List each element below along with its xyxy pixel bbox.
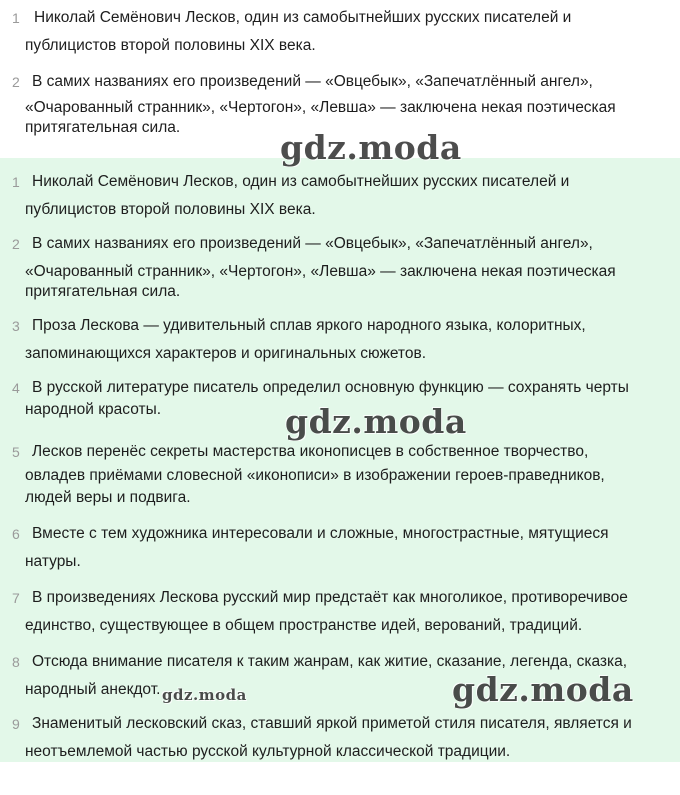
paragraph-line: Лесков перенёс секреты мастерства иконописцев в собственное творчество, (32, 443, 589, 460)
paragraph-line: Николай Семёнович Лесков, один из самобытнейших русских писателей и (32, 173, 570, 190)
watermark-logo: gdz.moda (162, 686, 247, 704)
paragraph-line: неотъемлемой частью русской культурной классической традиции. (25, 743, 511, 760)
paragraph-line: запоминающихся характеров и оригинальных сюжетов. (25, 345, 427, 362)
paragraph-line: «Очарованный странник», «Чертогон», «Левша» — заключена некая поэтическая (25, 99, 616, 116)
paragraph-line: Знаменитый лесковский сказ, ставший яркой приметой стиля писателя, является и (32, 715, 632, 732)
paragraph-line: В самих названиях его произведений — «Овцебык», «Запечатлённый ангел», (32, 73, 593, 90)
paragraph-line: людей веры и подвига. (25, 489, 191, 506)
paragraph-line: публицистов второй половины XIX века. (25, 201, 316, 218)
paragraph-line: «Очарованный странник», «Чертогон», «Левша» — заключена некая поэтическая (25, 263, 616, 280)
paragraph-line: народный анекдот. (25, 681, 161, 698)
watermark-logo: gdz.moda (285, 402, 467, 441)
paragraph-line: В самих названиях его произведений — «Овцебык», «Запечатлённый ангел», (32, 235, 593, 252)
paragraph-line: натуры. (25, 553, 81, 570)
paragraph-number: 1 (12, 10, 20, 26)
paragraph-line: В произведениях Лескова русский мир предстаёт как многоликое, противоречивое (32, 589, 628, 606)
paragraph-line: притягательная сила. (25, 283, 181, 300)
paragraph-number: 7 (12, 590, 20, 606)
watermark-logo: gdz.moda (280, 128, 462, 167)
paragraph-line: народной красоты. (25, 401, 162, 418)
paragraph-number: 4 (12, 380, 20, 396)
paragraph-number: 5 (12, 444, 20, 460)
paragraph-number: 8 (12, 654, 20, 670)
paragraph-line: Отсюда внимание писателя к таким жанрам, как житие, сказание, легенда, сказка, (32, 653, 628, 670)
paragraph-line: притягательная сила. (25, 119, 181, 136)
paragraph-number: 2 (12, 236, 20, 252)
paragraph-line: единство, существующее в общем пространстве идей, верований, традиций. (25, 617, 583, 634)
paragraph-number: 1 (12, 174, 20, 190)
paragraph-line: Вместе с тем художника интересовали и сложные, многострастные, мятущиеся (32, 525, 609, 542)
paragraph-number: 2 (12, 74, 20, 90)
paragraph-number: 3 (12, 318, 20, 334)
paragraph-line: Проза Лескова — удивительный сплав яркого народного языка, колоритных, (32, 317, 586, 334)
paragraph-line: овладев приёмами словесной «иконописи» в изображении героев-праведников, (25, 467, 605, 484)
watermark-logo: gdz.moda (452, 670, 634, 709)
paragraph-number: 6 (12, 526, 20, 542)
paragraph-line: Николай Семёнович Лесков, один из самобытнейших русских писателей и (34, 9, 572, 26)
paragraph-line: публицистов второй половины XIX века. (25, 37, 316, 54)
paragraph-number: 9 (12, 716, 20, 732)
paragraph-line: В русской литературе писатель определил основную функцию — сохранять черты (32, 379, 629, 396)
